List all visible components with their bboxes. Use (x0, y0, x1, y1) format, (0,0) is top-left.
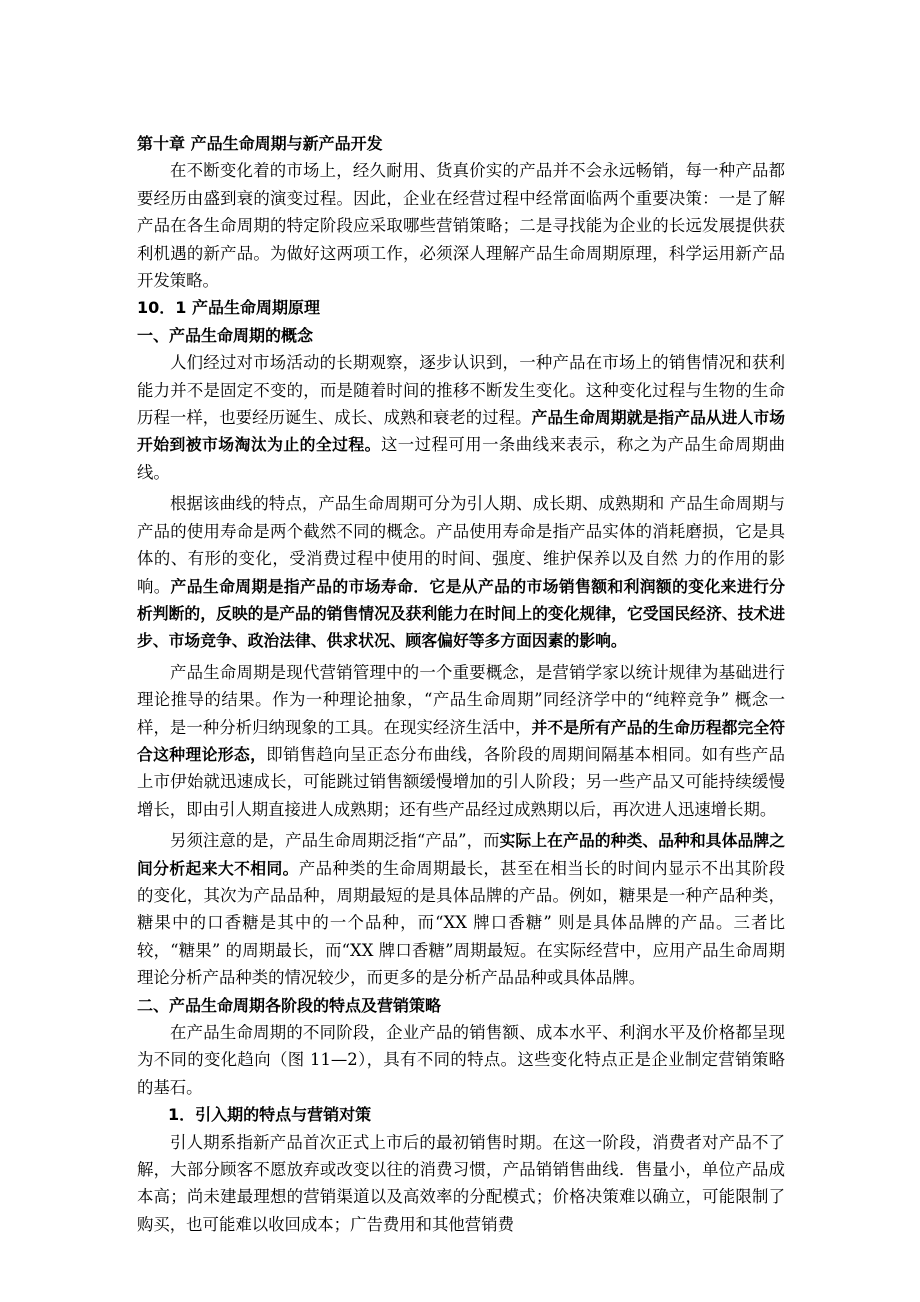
text-run: 产品种类的生命周期最长，甚至在相当长的时间内显示不出其阶段的变化，其次为产品品种，周期最短的是具体品牌的产品。例如，糖果是一种产品种类，糖果中的口香糖是其中的一个品种，而“XX 牌口香糖” 则是具体品牌的产品。三者比较，“糖果” 的周期最长，而“XX 牌口香糖”周期最短。在实际经营中，应用产品生命周期理论分析产品种类的情况较少，而更多的是分析产品品种或具体品牌。 (137, 858, 785, 988)
paragraph-stages (137, 490, 785, 654)
chapter-title: 第十章 产品生命周期与新产品开发 (137, 134, 383, 153)
text-run: 即销售趋向呈正态分布曲线，各阶段的周期间隔基本相同。如有些产品上市伊始就迅速成长，可能跳过销售额缓慢增加的引人阶段；另一些产品又可能持续缓慢增长，即由引人期直接进人成熟期；还有些产品经过成熟期以后，再次进人迅速增长期。 (137, 744, 785, 819)
subsection-heading-strategies: 二、产品生命周期各阶段的特点及营销策略 (137, 995, 442, 1015)
subsection-heading-concept: 一、产品生命周期的概念 (137, 325, 314, 345)
bold-definition: 产品生命周期是指产品的市场寿命．它是从产品的市场销售额和利润额的变化来进行分析判断的，反映的是产品的销售情况及获利能力在时间上的变化规律，它受国民经济、技术进步、市场竞争、政治法律、供求状况、顾客偏好等多方面因素的影响。 (137, 576, 785, 651)
bold-emphasis: 并不是所有产品的生命历程都完全符合这种理论形态， (137, 717, 785, 764)
text-run: 人们经过对市场活动的长期观察，逐步认识到，一种产品在市场上的销售情况和获利能力并不是固定不变的，而是随着时间的推移不断发生变化。这种变化过程与生物的生命历程一样，也要经历诞生、成长、成熟和衰老的过程。 (137, 353, 785, 428)
text-run: 根据该曲线的特点，产品生命周期可分为引人期、成长期、成熟期和 产品生命周期与产品的使用寿命是两个截然不同的概念。产品使用寿命是指产品实体的消耗磨损，它是具 体的、有形的变化，受消费过程中使用的时间、强度、维护保养以及自然 力的作用的影响。 (137, 494, 785, 596)
section-heading-10-1: 10．1 产品生命周期原理 (137, 298, 320, 318)
text-run: 另须注意的是，产品生命周期泛指“产品”，而 (170, 831, 500, 851)
paragraph-note (137, 827, 785, 991)
intro-paragraph: 在不断变化着的市场上，经久耐用、货真价实的产品并不会永远畅销，每一种产品都要经历由盛到衰的演变过程。因此，企业在经营过程中经常面临两个重要决策：一是了解产品在各生命周期的特定阶段应采取哪些营销策略；二是寻找能为企业的长远发展提供获利机遇的新产品。为做好这两项工作，必须深人理解产品生命周期原理，科学运用新产品开发策略。 (137, 161, 785, 291)
paragraph-concept (137, 349, 785, 486)
document-page (137, 130, 785, 1238)
bold-emphasis: 实际上在产品的种类、品种和具体品牌之间分析起来大不相同。 (137, 831, 785, 878)
text-run: 产品生命周期是现代营销管理中的一个重要概念，是营销学家以统计规律为基础进行理论推导的结果。作为一种理论抽象，“产品生命周期”同经济学中的“纯粹竞争” 概念一样，是一种分析归纳现象的工具。在现实经济生活中， (137, 662, 785, 737)
paragraph-theory (137, 659, 785, 823)
text-run: 这一过程可用一条曲线来表示，称之为产品生命周期曲线。 (137, 435, 785, 482)
paragraph-introduction-stage: 引人期系指新产品首次正式上市后的最初销售时期。在这一阶段，消费者对产品不了解，大部分顾客不愿放弃或改变以往的消费习惯，产品销销售曲线．售量小，单位产品成本高；尚未建最理想的营销渠道以及高效率的分配模式；价格决策难以确立，可能限制了购买，也可能难以收回成本；广告费用和其他营销费 (137, 1132, 785, 1234)
bold-definition: 产品生命周期就是指产品从进人市场开始到被市场淘汰为止的全过程。 (137, 408, 785, 455)
paragraph-stage-features: 在产品生命周期的不同阶段，企业产品的销售额、成本水平、利润水平及价格都呈现为不同的变化趋向（图 11—2），具有不同的特点。这些变化特点正是企业制定营销策略的基石。 (137, 1023, 785, 1097)
subsection-heading-introduction: 1．引入期的特点与营销对策 (168, 1105, 372, 1125)
